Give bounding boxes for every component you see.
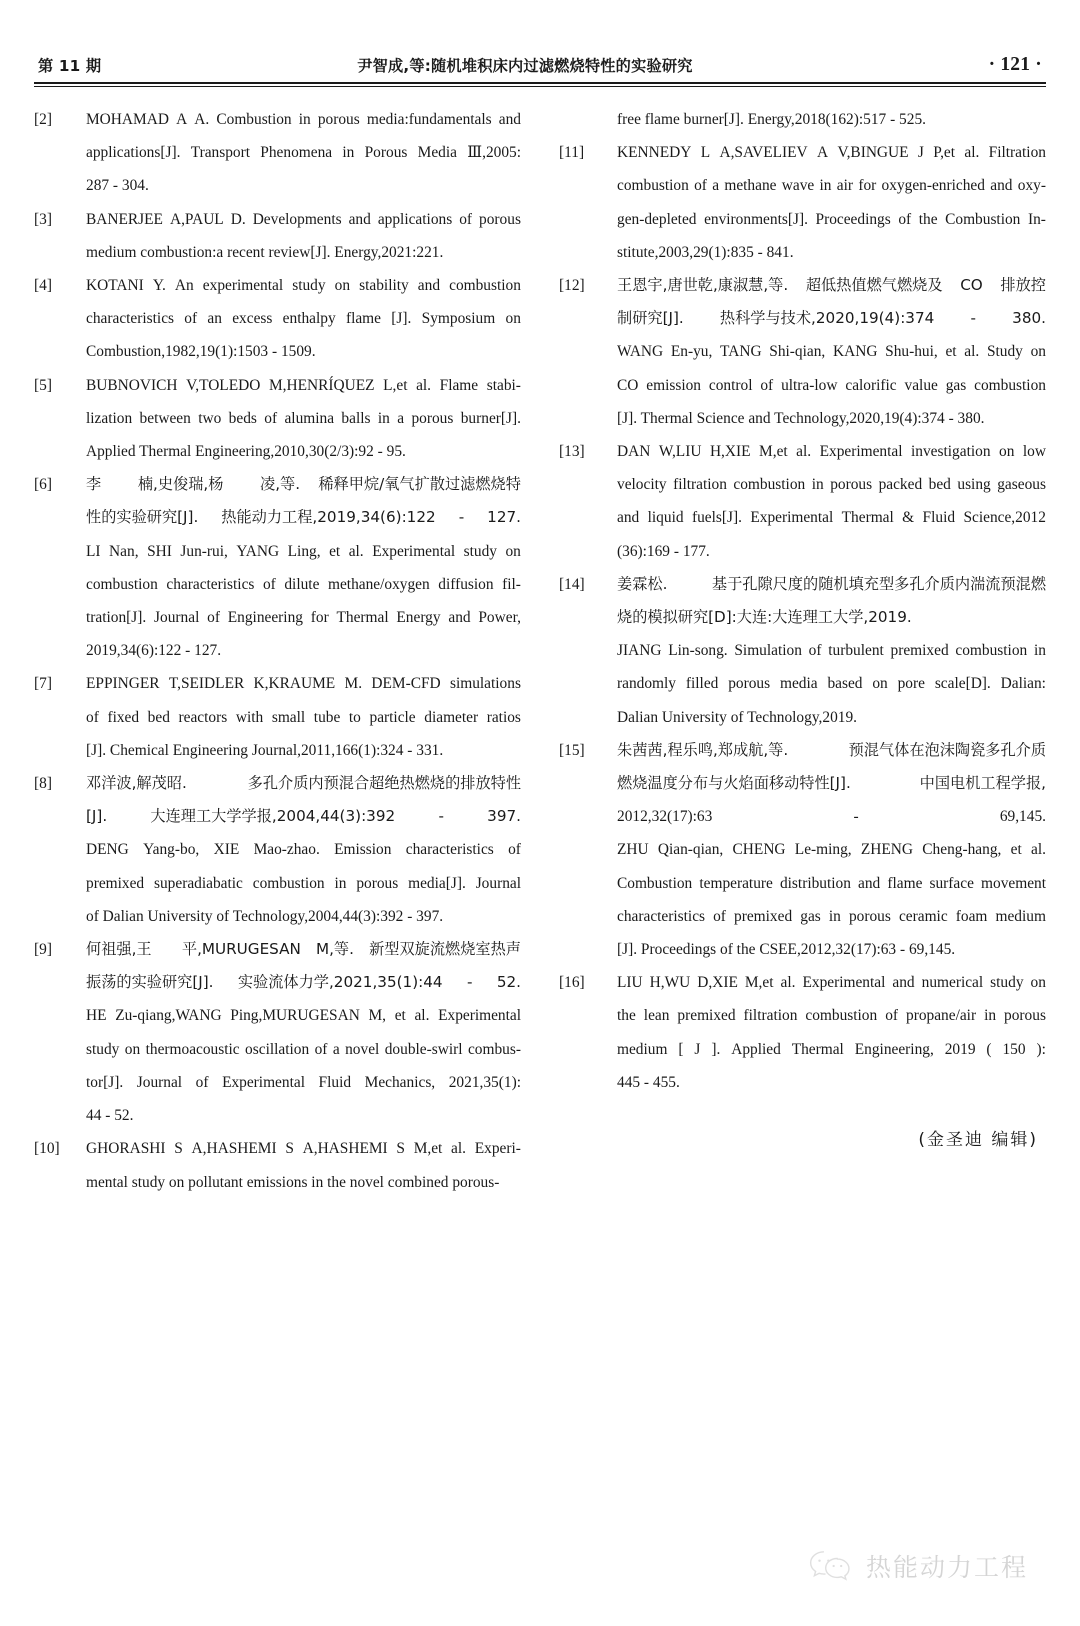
reference-line: GHORASHI S A,HASHEMI S A,HASHEMI S M,et al. Experi- (86, 1140, 521, 1158)
reference-text (617, 269, 1046, 435)
reference-line: the lean premixed filtration combustion of propane/air in porous (617, 1007, 1046, 1025)
reference-line: of Dalian University of Technology,2004,44(3):392 - 397. (86, 907, 444, 925)
reference-line: WANG En-yu, TANG Shi-qian, KANG Shu-hui, et al. Study on (617, 343, 1046, 361)
reference-entry (559, 435, 1046, 568)
reference-line: medium combustion:a recent review[J]. Energy,2021:221. (86, 243, 444, 261)
reference-line: BANERJEE A,PAUL D. Developments and applications of porous (86, 210, 521, 228)
reference-line: DAN W,LIU H,XIE M,et al. Experimental investigation on low (617, 443, 1046, 461)
running-header (38, 40, 1042, 76)
reference-entry (559, 966, 1046, 1099)
reference-text (86, 203, 521, 269)
reference-entry (34, 667, 521, 767)
reference-entry (34, 468, 521, 667)
reference-line: 制研究[J]. 热科学与技术,2020,19(4):374 - 380. (617, 309, 1046, 328)
reference-continuation (559, 103, 1046, 136)
reference-line: JIANG Lin-song. Simulation of turbulent premixed combustion in (617, 642, 1046, 660)
reference-columns (34, 103, 1046, 1199)
reference-number: [2] (34, 111, 52, 128)
reference-line: KENNEDY L A,SAVELIEV A V,BINGUE J P,et al. Filtration (617, 144, 1046, 162)
reference-line: Dalian University of Technology,2019. (617, 708, 857, 726)
watermark-logo (808, 1548, 1028, 1584)
reference-text (86, 767, 521, 933)
reference-line: HE Zu-qiang,WANG Ping,MURUGESAN M, et al. Experimental (86, 1007, 521, 1025)
reference-line: combustion characteristics of dilute methane/oxygen diffusion fil- (86, 575, 521, 593)
reference-number: [3] (34, 210, 52, 228)
reference-line: tor[J]. Journal of Experimental Fluid Mechanics, 2021,35(1): (86, 1073, 521, 1091)
reference-number: [8] (34, 775, 52, 793)
reference-line: velocity filtration combustion in porous packed bed using gaseous (617, 476, 1046, 494)
reference-entry (34, 933, 521, 1132)
reference-line: 2019,34(6):122 - 127. (86, 642, 222, 660)
wechat-icon (808, 1549, 854, 1583)
reference-line: 王恩宇,唐世乾,康淑慧,等. 超低热值燃气燃烧及 CO 排放控 (617, 276, 1046, 295)
editor-credit: (金圣迪 编辑) (918, 1130, 1038, 1151)
reference-line: LI Nan, SHI Jun-rui, YANG Ling, et al. Experimental study on (86, 542, 521, 560)
reference-text (617, 966, 1046, 1099)
reference-line: 李 楠,史俊瑞,杨 凌,等. 稀释甲烷/氧气扩散过滤燃烧特 (86, 475, 521, 494)
reference-entry (559, 734, 1046, 966)
reference-text (86, 933, 521, 1132)
reference-number: [16] (559, 974, 585, 992)
reference-line: 朱茜茜,程乐鸣,郑成航,等. 预混气体在泡沫陶瓷多孔介质 (617, 740, 1046, 759)
reference-line: gen-depleted environments[J]. Proceedings of the Combustion In- (617, 210, 1046, 228)
reference-line: stitute,2003,29(1):835 - 841. (617, 243, 794, 261)
reference-line: 烧的模拟研究[D]:大连:大连理工大学,2019. (617, 608, 912, 627)
reference-line: KOTANI Y. An experimental study on stability and combustion (86, 277, 521, 295)
reference-line: 44 - 52. (86, 1107, 134, 1125)
reference-number-spacer (559, 103, 617, 136)
reference-entry (559, 269, 1046, 435)
reference-line: MOHAMAD A A. Combustion in porous media:fundamentals and (86, 111, 521, 128)
left-column (34, 103, 521, 1199)
reference-number: [12] (559, 277, 585, 295)
reference-number: [5] (34, 376, 52, 394)
reference-entry (559, 568, 1046, 734)
reference-line: characteristics of an excess enthalpy flame [J]. Symposium on (86, 310, 521, 328)
page-title: 尹智成,等:随机堆积床内过滤燃烧特性的实验研究 (357, 57, 693, 75)
reference-text (617, 435, 1046, 568)
reference-line: medium [ J ]. Applied Thermal Engineering, 2019 ( 150 ): (617, 1040, 1046, 1058)
reference-line: combustion of a methane wave in air for oxygen-enriched and oxy- (617, 177, 1046, 195)
reference-text (86, 667, 521, 767)
reference-text (617, 734, 1046, 966)
reference-text (86, 1132, 521, 1198)
reference-line: CO emission control of ultra-low calorific value gas combustion (617, 376, 1046, 394)
reference-number: [10] (34, 1140, 60, 1158)
reference-number: [7] (34, 675, 52, 693)
reference-line: Combustion temperature distribution and flame surface movement (617, 874, 1046, 892)
reference-line: 445 - 455. (617, 1073, 680, 1091)
reference-text (617, 136, 1046, 269)
reference-line: Combustion,1982,19(1):1503 - 1509. (86, 343, 316, 361)
reference-entry (34, 103, 521, 203)
reference-text (86, 103, 521, 203)
reference-line: applications[J]. Transport Phenomena in Porous Media Ⅲ,2005: (86, 144, 521, 162)
reference-line: (36):169 - 177. (617, 542, 710, 560)
reference-line: DENG Yang-bo, XIE Mao-zhao. Emission characteristics of (86, 841, 521, 859)
reference-line: 性的实验研究[J]. 热能动力工程,2019,34(6):122 - 127. (86, 508, 521, 527)
reference-line: [J]. 大连理工大学学报,2004,44(3):392 - 397. (86, 807, 521, 826)
reference-line: [J]. Chemical Engineering Journal,2011,166(1):324 - 331. (86, 741, 444, 759)
reference-line: mental study on pollutant emissions in the novel combined porous- (86, 1173, 500, 1191)
reference-line: tration[J]. Journal of Engineering for Thermal Energy and Power, (86, 609, 521, 627)
header-divider (34, 82, 1046, 87)
reference-entry (34, 269, 521, 369)
reference-line: study on thermoacoustic oscillation of a novel double-swirl combus- (86, 1040, 521, 1058)
reference-line: 287 - 304. (86, 177, 149, 195)
reference-line: and liquid fuels[J]. Experimental Thermal & Fluid Science,2012 (617, 509, 1046, 527)
reference-line: ZHU Qian-qian, CHENG Le-ming, ZHENG Cheng-hang, et al. (617, 841, 1046, 859)
reference-line: 2012,32(17):63 - 69,145. (617, 808, 1046, 826)
reference-number: [15] (559, 741, 585, 759)
reference-entry (34, 1132, 521, 1198)
reference-line: lization between two beds of alumina balls in a porous burner[J]. (86, 409, 521, 427)
reference-line: [J]. Thermal Science and Technology,2020,19(4):374 - 380. (617, 409, 985, 427)
reference-number: [14] (559, 575, 585, 593)
reference-text (86, 269, 521, 369)
reference-number: [11] (559, 144, 585, 162)
reference-entry (34, 203, 521, 269)
reference-number: [4] (34, 277, 52, 295)
reference-line: premixed superadiabatic combustion in porous media[J]. Journal (86, 874, 521, 892)
page-number: · 121 · (988, 54, 1042, 75)
reference-line: BUBNOVICH V,TOLEDO M,HENRÍQUEZ L,et al. Flame stabi- (86, 376, 521, 394)
reference-line: free flame burner[J]. Energy,2018(162):517 - 525. (617, 111, 926, 128)
reference-line: characteristics of premixed gas in porous ceramic foam medium (617, 907, 1046, 925)
reference-line: 燃烧温度分布与火焰面移动特性[J]. 中国电机工程学报, (617, 774, 1046, 793)
watermark-label: 热能动力工程 (865, 1553, 1028, 1582)
reference-number: [9] (34, 941, 52, 959)
reference-line: 姜霖松. 基于孔隙尺度的随机填充型多孔介质内湍流预混燃 (617, 574, 1046, 593)
reference-line: 何祖强,王 平,MURUGESAN M,等. 新型双旋流燃烧室热声 (86, 940, 521, 959)
reference-line: 邓洋波,解茂昭. 多孔介质内预混合超绝热燃烧的排放特性 (86, 774, 521, 793)
reference-line: 振荡的实验研究[J]. 实验流体力学,2021,35(1):44 - 52. (86, 973, 521, 992)
right-column (559, 103, 1046, 1199)
reference-number: [6] (34, 476, 52, 494)
reference-line: Applied Thermal Engineering,2010,30(2/3):92 - 95. (86, 443, 406, 461)
reference-line: EPPINGER T,SEIDLER K,KRAUME M. DEM-CFD simulations (86, 675, 521, 693)
reference-text (86, 468, 521, 667)
header-issue: 第 11 期 (38, 57, 102, 75)
reference-entry (34, 369, 521, 469)
reference-line: [J]. Proceedings of the CSEE,2012,32(17):63 - 69,145. (617, 941, 956, 959)
reference-line: of fixed bed reactors with small tube to particle diameter ratios (86, 708, 521, 726)
reference-line: LIU H,WU D,XIE M,et al. Experimental and numerical study on (617, 974, 1046, 992)
reference-number: [13] (559, 443, 585, 461)
reference-text (617, 103, 1046, 136)
reference-line: randomly filled porous media based on pore scale[D]. Dalian: (617, 675, 1046, 693)
reference-text (617, 568, 1046, 734)
reference-entry (559, 136, 1046, 269)
reference-entry (34, 767, 521, 933)
reference-text (86, 369, 521, 469)
